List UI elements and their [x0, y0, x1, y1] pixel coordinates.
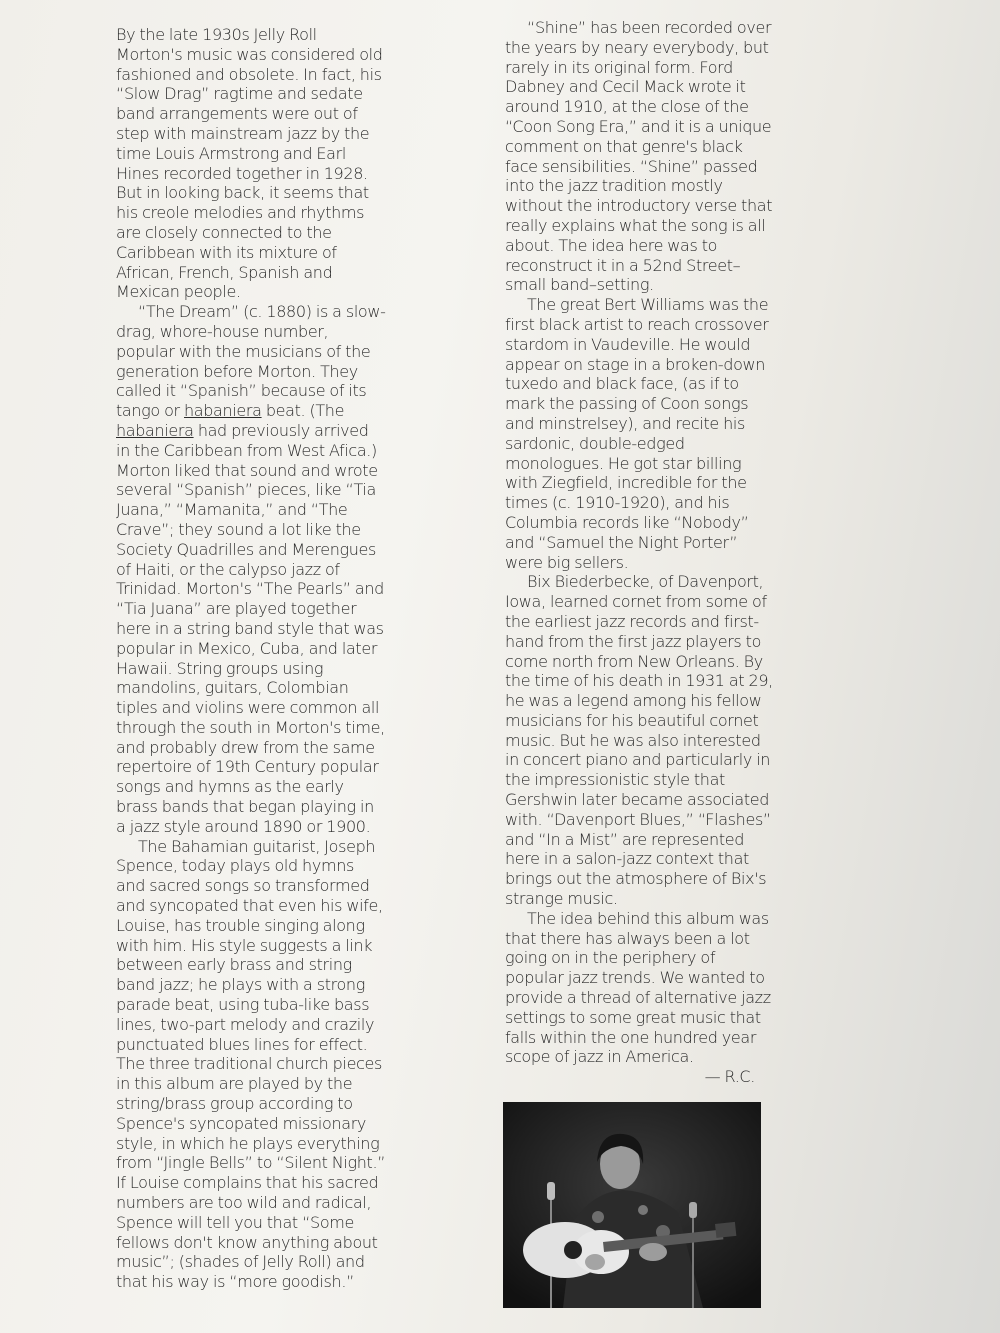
- signature: — R.C.: [704, 1067, 755, 1087]
- paragraph-the-dream: [116, 302, 386, 837]
- paragraph-joseph-spence: The Bahamian guitarist, Joseph Spence, today plays old hymns and sacred songs so transformed and syncopated that even his wife, Louise, has trouble singing along with him. His style suggests a link between early brass and string band jazz; he plays with a strong parade beat, using tuba-like bass lines, two-part melody and crazily punctuated blues lines for effect. The three traditional church pieces in this album are played by the string/brass group according to Spence's syncopated missionary style, in which he plays everything from “Jingle Bells” to “Silent Night.” If Louise complains that his sacred numbers are too wild and radical, Spence will tell you that “Some fellows don't know anything about music”; (shades of Jelly Roll) and that his way is “more goodish.”: [116, 836, 386, 1292]
- guitarist-photo: [503, 1102, 761, 1308]
- paragraph-shine: “Shine” has been recorded over the years by neary everybody, but rarely in its original form. Ford Dabney and Cecil Mack wrote it around 1910, at the close of the “Coon Song Era,” and it is a unique comment on that genre's black face sensibilities. “Shine” passed into the jazz tradition mostly without the introductory verse that really explains what the song is all about. The idea here was to reconstruct it in a 52nd Street–small band–setting.: [505, 18, 773, 295]
- left-column: [116, 25, 386, 1292]
- underlined-word: habaniera: [116, 420, 194, 440]
- text-span: beat. (The: [261, 401, 345, 421]
- paragraph-bert-williams: The great Bert Williams was the first black artist to reach crossover stardom in Vaudeville. He would appear on stage in a broken-down tuxedo and black face, (as if to mark the passing of Coon songs and minstrelsey), and recite his sardonic, double-edged monologues. He got star billing with Ziegfield, incredible for the times (c. 1910-1920), and his Columbia records like “Nobody” and “Samuel the Night Porter” were big sellers.: [505, 295, 769, 572]
- text-span: “The Dream” (c. 1880) is a slow-drag, whore-house number, popular with the musicians of the generation before Morton. They called it “Spanish” because of its tango or: [116, 302, 386, 421]
- paragraph-bix-biederbecke: Bix Biederbecke, of Davenport, Iowa, learned cornet from some of the earliest jazz records and first-hand from the first jazz players to come north from New Orleans. By the time of his death in 1931 at 29, he was a legend among his fellow musicians for his beautiful cornet music. But he was also interested in concert piano and particularly in the impressionistic style that Gershwin later became associated with. “Davenport Blues,” “Flashes” and “In a Mist” are represented here in a salon-jazz context that brings out the atmosphere of Bix's strange music.: [505, 572, 773, 909]
- paragraph-album-idea: The idea behind this album was that there has always been a lot going on in the periphery of popular jazz trends. We wanted to provide a thread of alternative jazz settings to some great music that falls within the one hundred year scope of jazz in America.: [505, 908, 771, 1067]
- paragraph-jelly-roll: By the late 1930s Jelly Roll Morton's music was considered old fashioned and obsolete. In fact, his “Slow Drag” ragtime and sedate band arrangements were out of step with mainstream jazz by the time Louis Armstrong and Earl Hines recorded together in 1928. But in looking back, it seems that his creole melodies and rhythms are closely connected to the Caribbean with its mixture of African, French, Spanish and Mexican people.: [116, 25, 383, 302]
- right-column: [505, 18, 773, 1087]
- text-span: had previously arrived in the Caribbean from West Afica.) Morton liked that sound and wrote several “Spanish” pieces, like “Tia Juana,” “Mamanita,” and “The Crave”; they sound a lot like the Society Quadrilles and Merengues of Haiti, or the calypso jazz of Trinidad. Morton's “The Pearls” and “Tia Juana” are played together here in a string band style that was popular in Mexico, Cuba, and later Hawaii. String groups using mandolins, guitars, Colombian tiples and violins were common all through the south in Morton's time, and probably drew from the same repertoire of 19th Century popular songs and hymns as the early brass bands that began playing in a jazz style around 1890 or 1900.: [116, 420, 385, 836]
- underlined-word: habaniera: [184, 401, 262, 421]
- photo-illustration: [503, 1102, 761, 1308]
